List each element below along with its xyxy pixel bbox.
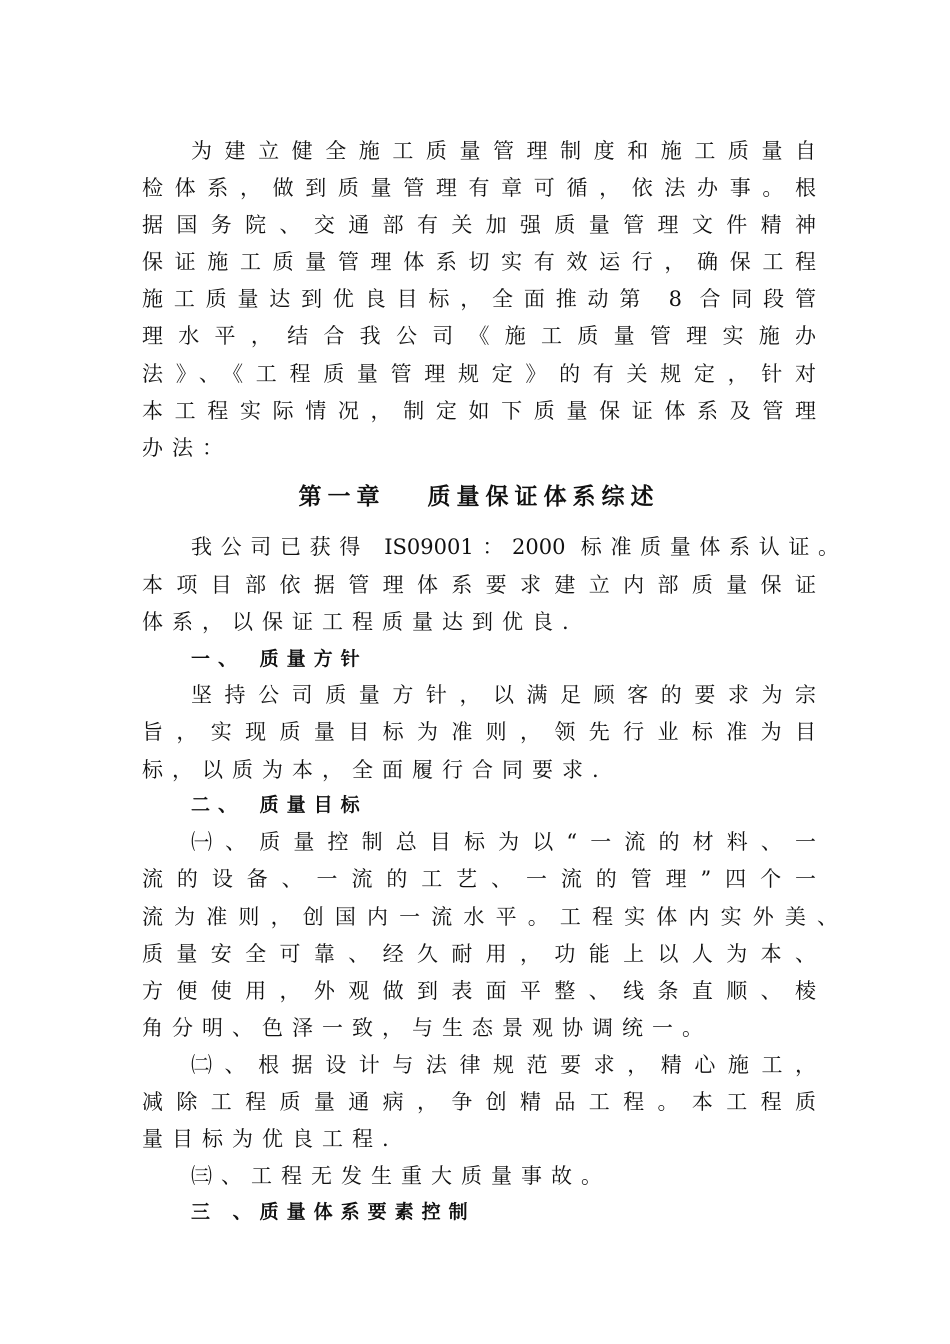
intro-line-3: 据国务院、交通部有关加强质量管理文件精神 [142, 213, 816, 237]
goal1-line-3: 流为准则，创国内一流水平。工程实体内实外美、 [142, 905, 838, 929]
chapter-title: 第一章 质量保证体系综述 [298, 484, 660, 510]
intro-line-1: 为建立健全施工质量管理制度和施工质量自 [191, 139, 816, 163]
overview-line-1: 我公司已获得 IS09001：2000 标准质量体系认证。 [191, 535, 839, 559]
overview-line-2: 本项目部依据管理体系要求建立内部质量保证 [142, 573, 816, 597]
goal2-line-3: 量目标为优良工程. [142, 1127, 398, 1151]
goal3-line-1: ㈢、工程无发生重大质量事故。 [191, 1164, 611, 1188]
goal1-line-4: 质量安全可靠、经久耐用，功能上以人为本、 [142, 942, 816, 966]
goal1-line-2: 流的设备、一流的工艺、一流的管理”四个一 [142, 867, 816, 891]
intro-line-8: 本工程实际情况，制定如下质量保证体系及管理 [142, 399, 816, 423]
overview-line-3: 体系，以保证工程质量达到优良. [142, 610, 578, 634]
goal1-line-6: 角分明、色泽一致，与生态景观协调统一。 [142, 1016, 712, 1040]
intro-line-2: 检体系，做到质量管理有章可循，依法办事。根 [142, 176, 816, 200]
section-heading-quality-goals: 二、 质量目标 [191, 794, 368, 816]
intro-line-9: 办法： [142, 436, 232, 460]
intro-line-5: 施工质量达到优良目标，全面推动第 8 合同段管 [142, 287, 816, 311]
goal2-line-1: ㈡、根据设计与法律规范要求，精心施工， [191, 1053, 816, 1077]
goal1-line-1: ㈠、质量控制总目标为以“一流的材料、一 [191, 830, 816, 854]
intro-line-6: 理水平，结合我公司《施工质量管理实施办 [142, 324, 816, 348]
policy-line-2: 旨，实现质量目标为准则，领先行业标准为目 [142, 720, 816, 744]
goal2-line-2: 减除工程质量通病，争创精品工程。本工程质 [142, 1090, 816, 1114]
goal1-line-5: 方便使用，外观做到表面平整、线条直顺、棱 [142, 979, 816, 1003]
policy-line-3: 标，以质为本，全面履行合同要求. [142, 758, 608, 782]
intro-line-7: 法》、《工程质量管理规定》的有关规定，针对 [142, 362, 816, 386]
intro-line-4: 保证施工质量管理体系切实有效运行，确保工程 [142, 250, 816, 274]
section-heading-quality-policy: 一、 质量方针 [191, 648, 368, 670]
section-heading-element-control: 三 、质量体系要素控制 [191, 1201, 476, 1223]
policy-line-1: 坚持公司质量方针，以满足顾客的要求为宗 [191, 683, 816, 707]
